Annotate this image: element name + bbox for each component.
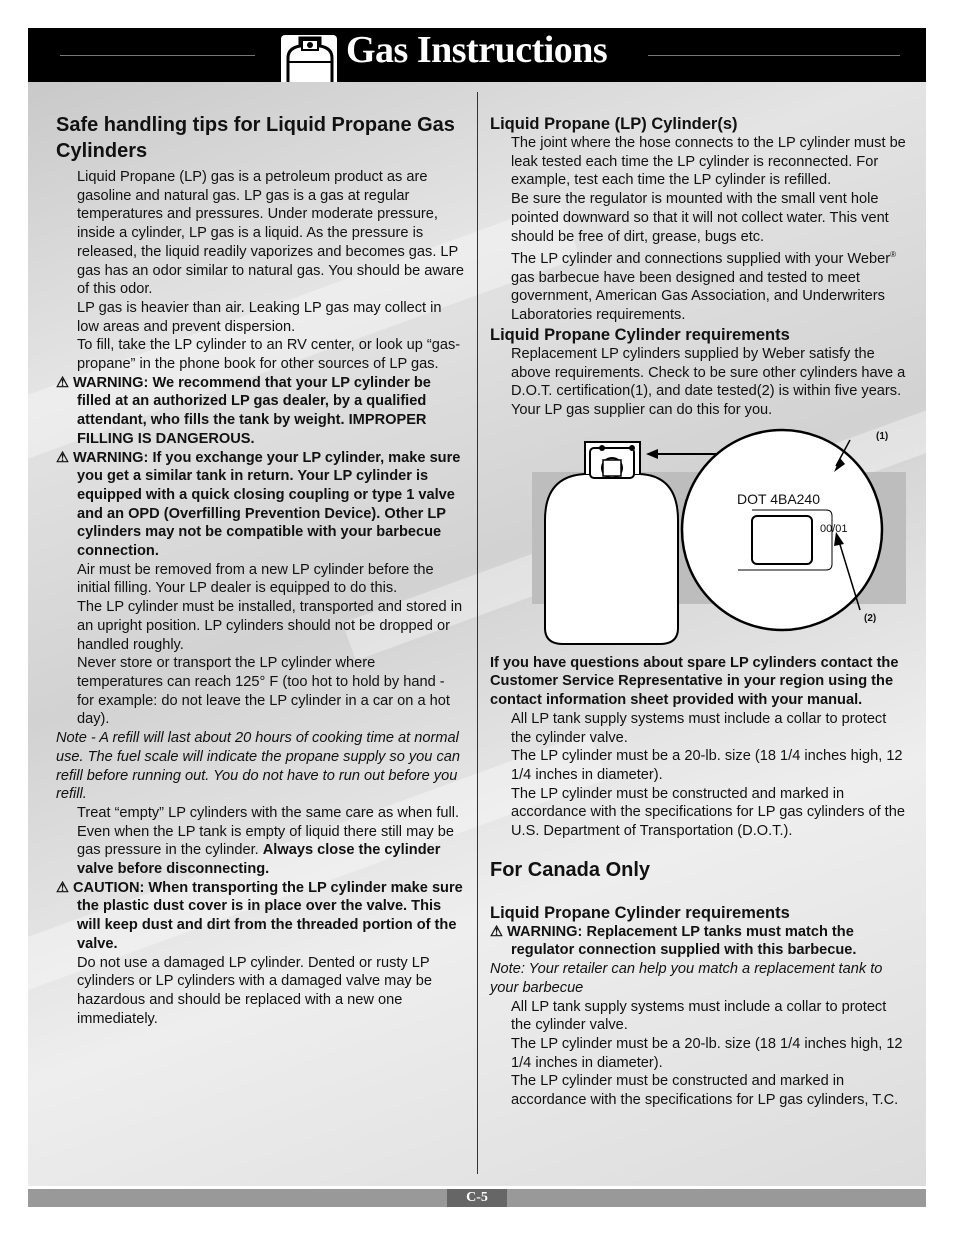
paragraph: LP gas is heavier than air. Leaking LP gas may collect in low areas and prevent dispersion. (77, 299, 442, 335)
registered-mark: ® (890, 250, 897, 260)
paragraph: The LP cylinder must be constructed and marked in accordance with the specifications for LP gas cylinders, T.C. (511, 1073, 899, 1109)
header-rule-left (60, 55, 255, 56)
left-column (56, 112, 464, 1028)
cylinder-figure (490, 428, 906, 650)
warning-icon: ⚠ (56, 879, 70, 896)
paragraph-text: Treat “empty” LP cylinders with the same care as when full. Even when the LP tank is empty of liquid there still may be gas pressure in the cylinder. (77, 804, 460, 859)
paragraph-text: gas barbecue have been designed and tested to meet government, American Gas Association, and Underwriters Laboratories requirements. (511, 269, 885, 324)
warning-icon: ⚠ (56, 449, 70, 466)
paragraph: The LP cylinder must be installed, transported and stored in an upright position. LP cylinders should not be dropped or handled roughly. (77, 599, 463, 653)
warning-icon: ⚠ (56, 374, 70, 391)
cylinder-illustration (490, 428, 906, 650)
note-paragraph: Note: Your retailer can help you match a replacement tank to your barbecue (490, 961, 883, 996)
paragraph: Be sure the regulator is mounted with the small vent hole pointed downward so that it will not collect water. This vent should be free of dirt, grease, bugs etc. (511, 191, 889, 245)
paragraph: All LP tank supply systems must include a collar to protect the cylinder valve. (511, 710, 887, 746)
page-header (28, 28, 926, 82)
date-marking-label: 00/01 (820, 522, 848, 535)
caution-text: CAUTION: When transporting the LP cylinder make sure the plastic dust cover is in place over the valve. This will keep dust and dirt from the threaded portion of the valve. (73, 879, 463, 952)
warning-text: WARNING: We recommend that your LP cylinder be filled at an authorized LP gas dealer, by a qualified attendant, who fills the tank by weight. IMPROPER FILLING IS DANGEROUS. (73, 374, 431, 447)
bold-text: Always close the cylinder valve before disconnecting. (77, 842, 441, 878)
subheading-cylinder-requirements: Liquid Propane Cylinder requirements (490, 325, 790, 344)
dot-marking-label: DOT 4BA240 (737, 490, 821, 507)
warning-text: WARNING: Replacement LP tanks must match the regulator connection supplied with this barbecue. (507, 923, 857, 959)
note-paragraph: Note - A refill will last about 20 hours of cooking time at normal use. The fuel scale will indicate the propane supply so you can refill before running out. You do not have to run out before you refill. (56, 730, 461, 803)
paragraph: The joint where the hose connects to the LP cylinder must be leak tested each time the LP cylinder is reconnected. For example, test each time the LP cylinder is refilled. (511, 135, 906, 189)
paragraph: All LP tank supply systems must include a collar to protect the cylinder valve. (511, 998, 887, 1034)
warning-paragraph (56, 374, 464, 449)
paragraph: To fill, take the LP cylinder to an RV center, or look up “gas-propane” in the phone book for other sources of LP gas. (77, 337, 461, 373)
right-column (490, 114, 906, 1110)
column-divider (477, 92, 478, 1174)
page-number: C-5 (447, 1189, 507, 1207)
paragraph: The LP cylinder must be a 20-lb. size (18 1/4 inches high, 12 1/4 inches in diameter). (511, 1035, 903, 1071)
paragraph: The LP cylinder must be constructed and marked in accordance with the specifications for LP gas cylinders of the U.S. Department of Transportation (D.O.T.). (511, 785, 905, 840)
page-title: Gas Instructions (346, 29, 608, 71)
paragraph: Air must be removed from a new LP cylinder before the initial filling. Your LP dealer is equipped to do this. (77, 561, 434, 597)
paragraph: Do not use a damaged LP cylinder. Dented or rusty LP cylinders or LP cylinders with a damaged valve may be hazardous and should be replaced with a new one immediately. (77, 954, 433, 1027)
header-rule-right (648, 55, 900, 56)
section-heading-safe-handling: Safe handling tips for Liquid Propane Gas Cylinders (56, 114, 455, 162)
warning-paragraph (56, 449, 464, 561)
paragraph (56, 804, 464, 879)
paragraph: Replacement LP cylinders supplied by Weber satisfy the above requirements. Check to be sure other cylinders have a D.O.T. certification(1), and date tested(2) is within five years. Your LP gas supplier can do this for you. (511, 345, 906, 418)
subheading-canada-requirements: Liquid Propane Cylinder requirements (490, 903, 790, 922)
paragraph (490, 246, 906, 325)
caution-paragraph (56, 879, 464, 954)
page-footer (28, 1189, 926, 1207)
paragraph: The LP cylinder must be a 20-lb. size (18 1/4 inches high, 12 1/4 inches in diameter). (511, 748, 903, 783)
paragraph: Liquid Propane (LP) gas is a petroleum product as are gasoline and natural gas. LP gas is a gas at regular temperatures and pressures. Under moderate pressure, inside a cylinder, LP gas is a liquid. As the pressure is released, the liquid readily vaporizes and becomes gas. LP gas has an odor similar to natural gas. You should be aware of this odor. (77, 169, 464, 298)
paragraph: Never store or transport the LP cylinder where temperatures can reach 125° F (too hot to hold by hand - for example: do not leave the LP cylinder in a car on a hot day). (77, 655, 450, 728)
warning-icon: ⚠ (490, 923, 504, 940)
bold-notice: If you have questions about spare LP cylinders contact the Customer Service Representative in your region using the contact information sheet provided with your manual. (490, 654, 899, 709)
section-heading-canada: For Canada Only (490, 858, 651, 881)
callout-1-label: (1) (876, 430, 889, 442)
callout-2-label: (2) (864, 612, 877, 624)
warning-paragraph (490, 923, 906, 960)
warning-text: WARNING: If you exchange your LP cylinder, make sure you get a similar tank in return. Your LP cylinder is equipped with a quick closing coupling or type 1 valve and an OPD (Overfilling Prevention Device). Other LP cylinders may not be compatible with your barbecue connection. (73, 449, 461, 560)
paragraph-text: The LP cylinder and connections supplied with your Weber (511, 251, 891, 268)
subheading-lp-cylinders: Liquid Propane (LP) Cylinder(s) (490, 115, 738, 133)
